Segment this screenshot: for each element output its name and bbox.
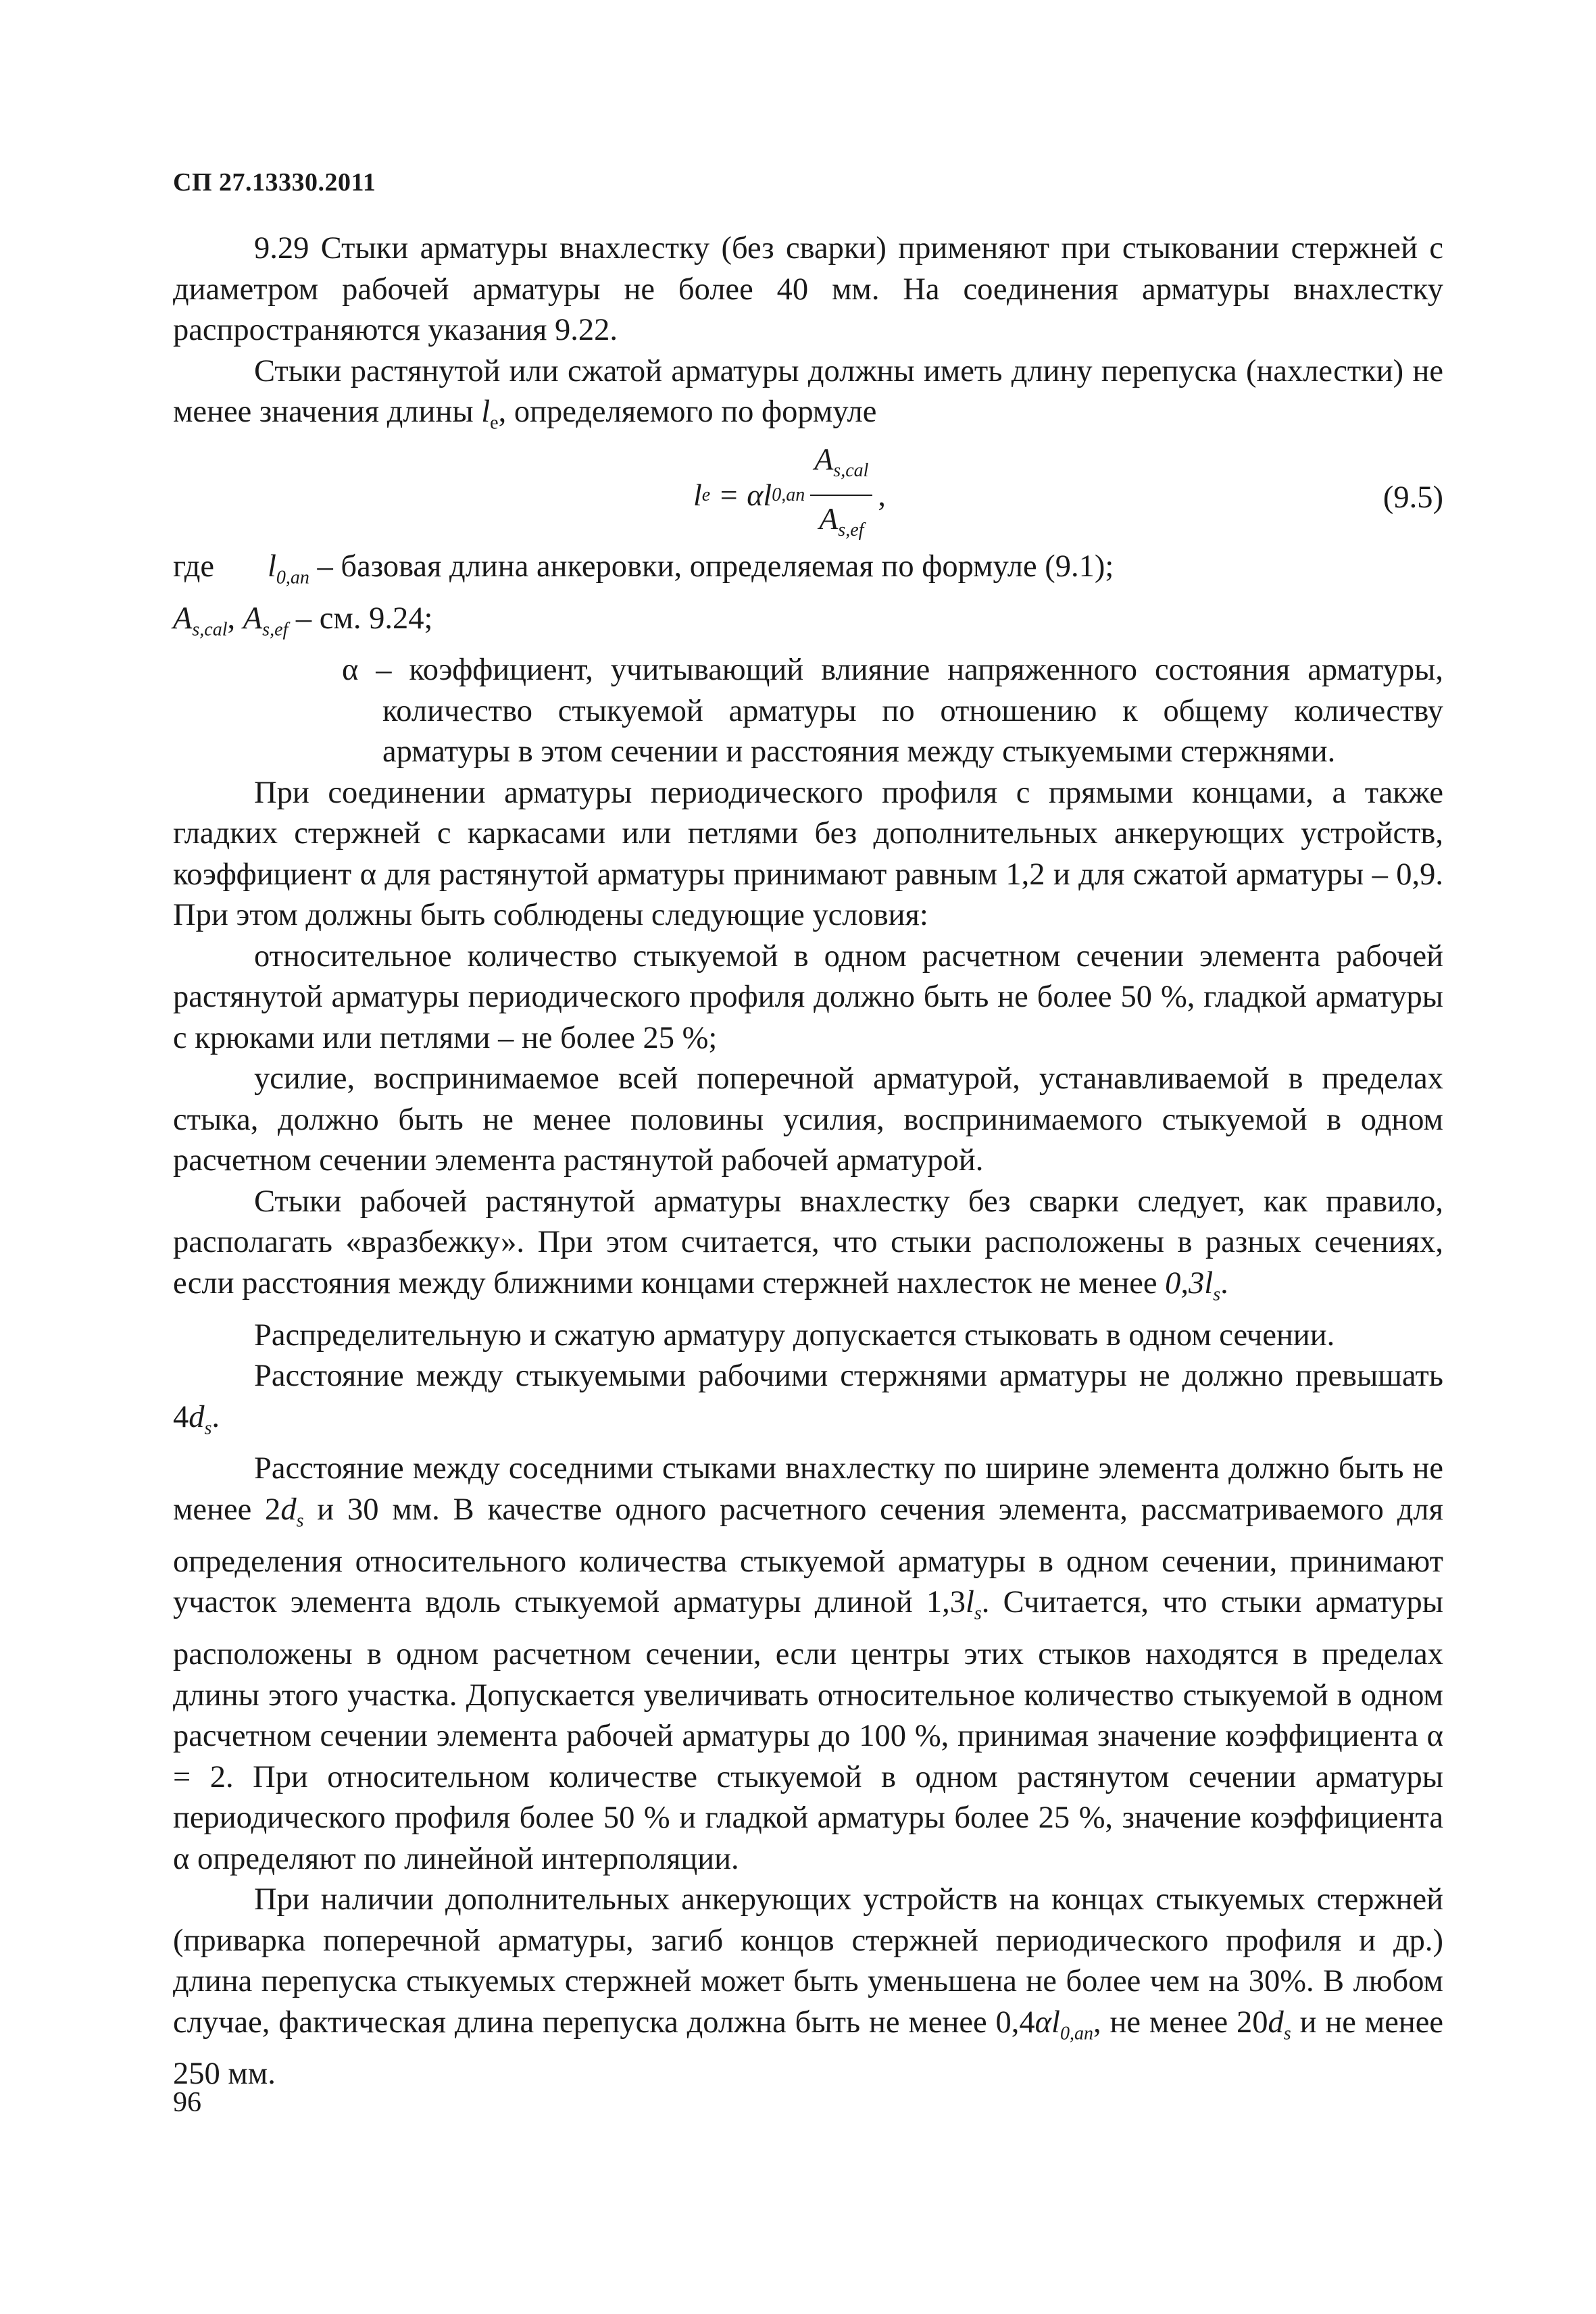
definition-l0an: где $l_{0,an}$ – базовая длина анкеровки, определяемая по формуле (9.1); — [173, 549, 1114, 588]
paragraph-condition-2: усилие, воспринимаемое всей поперечной арматурой, устанавливаемой в пределах стыка, должно быть не менее половины усилия, воспринимаемого стыкуемой в одном расчетном сечении элемента растянутой рабочей арматурой. — [173, 1061, 1443, 1178]
paragraph-alpha-values: При соединении арматуры периодического профиля с прямыми концами, а также гладких стержней с каркасами или петлями без дополнительных анкерующих устройств, коэффициент α для растянутой арматуры принимают равным 1,2 и для сжатой арматуры – 0,9. При этом должны быть соблюдены следующие условия: — [173, 775, 1443, 933]
paragraph-adjacent-splices: Расстояние между соседними стыками внахлестку по ширине элемента должно быть не менее $2d_s$ и 30 мм. В качестве одного расчетного сечения элемента, рассматриваемого для определения относительного количества стыкуемой арматуры в одном сечении, принимают участок элемента вдоль стыкуемой арматуры длиной $1,3l_s$. Считается, что стыки арматуры расположены в одном расчетном сечении, если центры этих стыков находятся в пределах длины этого участка. Допускается увеличивать относительное количество стыкуемой в одном расчетном сечении элемента рабочей арматуры до 100 %, принимая значение коэффициента α = 2. При относительном количестве стыкуемой в одном растянутом сечении арматуры периодического профиля более 50 % и гладкой арматуры более 25 %, значение коэффициента α определяют по линейной интерполяции. — [173, 1451, 1444, 1876]
formula-expression: l e = αl 0,an $\frac{A_{s,cal}}{A_{s,ef}}$ , — [693, 448, 886, 543]
document-code: СП 27.13330.2011 — [173, 168, 376, 197]
formula-9-5 — [173, 442, 1443, 544]
paragraph-condition-1: относительное количество стыкуемой в одном расчетном сечении элемента рабочей растянутой арматуры периодического профиля должно быть не более 50 %, гладкой арматуры с крюками или петлями – не более 25 %; — [173, 938, 1443, 1055]
formula-number: (9.5) — [1382, 480, 1443, 515]
definition-alpha: α – коэффициент, учитывающий влияние напряженного состояния арматуры, количество стыкуемой арматуры по отношению к общему количеству арматуры в этом сечении и расстояния между стыкуемыми стержнями. — [342, 653, 1443, 770]
paragraph-distribution: Распределительную и сжатую арматуру допускается стыковать в одном сечении. — [254, 1317, 1335, 1353]
paragraph-9-29: 9.29 Стыки арматуры внахлестку (без сварки) применяют при стыковании стержней с диаметром рабочей арматуры не более 40 мм. На соединения арматуры внахлестку распространяются указания 9.22. — [173, 231, 1443, 347]
paragraph-spacing: Расстояние между стыкуемыми рабочими стержнями арматуры не должно превышать $4d_s$. — [173, 1359, 1443, 1438]
body-text — [173, 228, 1443, 2095]
page-number: 96 — [173, 2087, 201, 2118]
formula-fraction: $\frac{A_{s,cal}}{A_{s,ef}}$ — [810, 439, 872, 551]
paragraph-anchoring-devices: При наличии дополнительных анкерующих устройств на концах стыкуемых стержней (приварка поперечной арматуры, загиб концов стержней периодического профиля и др.) длина перепуска стыкуемых стержней может быть уменьшена не более чем на 30%. В любом случае, фактическая длина перепуска должна быть не менее $0,4\alpha l_{0,an}$, не менее $20d_s$ и не менее 250 мм. — [173, 1882, 1443, 2092]
paragraph-overlap-length: Стыки растянутой или сжатой арматуры должны иметь длину перепуска (нахлестки) не менее значения длины $l_e$, определяемого по формуле — [173, 353, 1443, 434]
paragraph-staggered: Стыки рабочей растянутой арматуры внахлестку без сварки следует, как правило, располагать «вразбежку». При этом считается, что стыки расположены в разных сечениях, если расстояния между ближними концами стержней нахлесток не менее $0,3l_s$. — [173, 1184, 1443, 1305]
formula-definitions — [173, 547, 1443, 773]
definition-as: $A_{s,cal}$, $A_{s,ef}$ – см. 9.24; — [173, 601, 433, 640]
